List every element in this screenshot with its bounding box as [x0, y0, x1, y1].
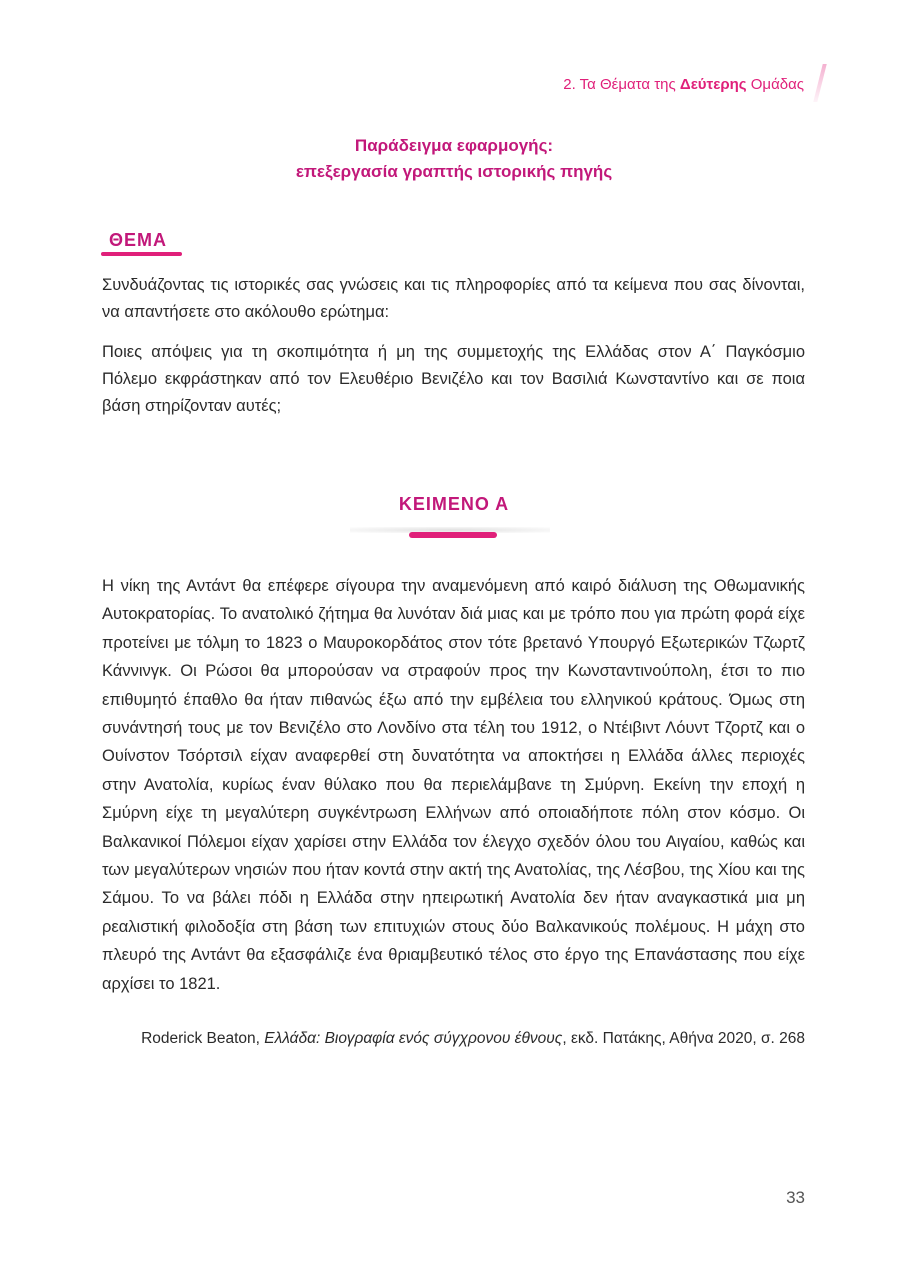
thema-question: Ποιες απόψεις για τη σκοπιμότητα ή μη της συμμετοχής της Ελλάδας στον Α΄ Παγκόσμιο Πόλεμο εκφράστηκαν από τον Ελευθέριο Βενιζέλο και τον Βασιλιά Κωνσταντίνο και σε ποια βάση στηρίζονταν αυτές; — [102, 343, 805, 415]
chapter-prefix: 2. Τα Θέματα της — [563, 76, 680, 93]
keimeno-heading — [0, 494, 900, 515]
thema-instruction: Συνδυάζοντας τις ιστορικές σας γνώσεις και τις πληροφορίες από τα κείμενα που σας δίνονται, να απαντήσετε στο ακόλουθο ερώτημα: — [102, 276, 805, 321]
source-citation — [102, 1030, 805, 1048]
chapter-header — [563, 76, 804, 93]
keimeno-body: Η νίκη της Αντάντ θα επέφερε σίγουρα την αναμενόμενη από καιρό διάλυση της Οθωμανικής Αυτοκρατορίας. Το ανατολικό ζήτημα θα λυνόταν διά μιας και με τρόπο που για πρώτη φορά είχε προτείνει με τόλμη το 1823 ο Μαυροκορδάτος στον τότε βρετανό Υπουργό Εξωτερικών Τζωρτζ Κάννινγκ. Οι Ρώσοι θα μπορούσαν να στραφούν προς την Κωνσταντινούπολη, έτσι το πιο επιθυμητό έπαθλο θα ήταν πιθανώς έξω από την εμβέλεια του ελληνικού κράτους. Όμως στη συνάντησή τους με τον Βενιζέλο στο Λονδίνο στα τέλη του 1912, ο Ντέιβιντ Λόυντ Τζορτζ και ο Ουίνστον Τσόρτσιλ είχαν αναφερθεί στη δυνατότητα να αποκτήσει η Ελλάδα άλλες περιοχές στην Ανατολία, κυρίως έναν θύλακο που θα περιελάμβανε τη Σμύρνη. Εκείνη την εποχή η Σμύρνη είχε τη μεγαλύτερη συγκέντρωση Ελλήνων από οποιαδήποτε πόλη στον κόσμο. Οι Βαλκανικοί Πόλεμοι είχαν χαρίσει στην Ελλάδα τον έλεγχο σχεδόν όλου του Αιγαίου, καθώς και των μεγαλύτερων νησιών που ήταν κοντά στην ακτή της Ανατολίας, της Λέσβου, της Χίου και της Σάμου. Το να βάλει πόδι η Ελλάδα στην ηπειρωτική Ανατολία δεν ήταν αναγκαστικά μια μη ρεαλιστική φιλοδοξία στη βάση των επιτυχιών στους δύο Βαλκανικούς πολέμους. Η μάχη στο πλευρό της Αντάντ θα εξασφάλιζε ένα θριαμβευτικό τέλος στο έργο της Επανάστασης που είχε αρχίσει το 1821. — [102, 577, 805, 993]
page-title — [0, 133, 900, 185]
source-title: Ελλάδα: Βιογραφία ενός σύγχρονου έθνους — [264, 1030, 563, 1047]
keimeno-heading-prefix: ΚΕΙΜΕΝΟ — [398, 494, 496, 514]
title-line-2: επεξεργασία γραπτής ιστορικής πηγής — [295, 162, 613, 181]
keimeno-heading-letter: Α — [495, 494, 510, 514]
page-number: 33 — [786, 1188, 805, 1207]
title-line-1: Παράδειγμα εφαρμογής: — [354, 136, 554, 155]
chapter-suffix: Ομάδας — [746, 76, 804, 93]
source-details: , εκδ. Πατάκης, Αθήνα 2020, σ. 268 — [562, 1030, 805, 1047]
source-author: Roderick Beaton, — [141, 1030, 265, 1047]
chapter-bold-word: Δεύτερης — [679, 76, 747, 93]
header-decoration — [813, 64, 826, 102]
thema-underline — [101, 252, 182, 256]
keimeno-divider-bar — [409, 532, 497, 538]
thema-heading: ΘΕΜΑ — [109, 230, 167, 250]
